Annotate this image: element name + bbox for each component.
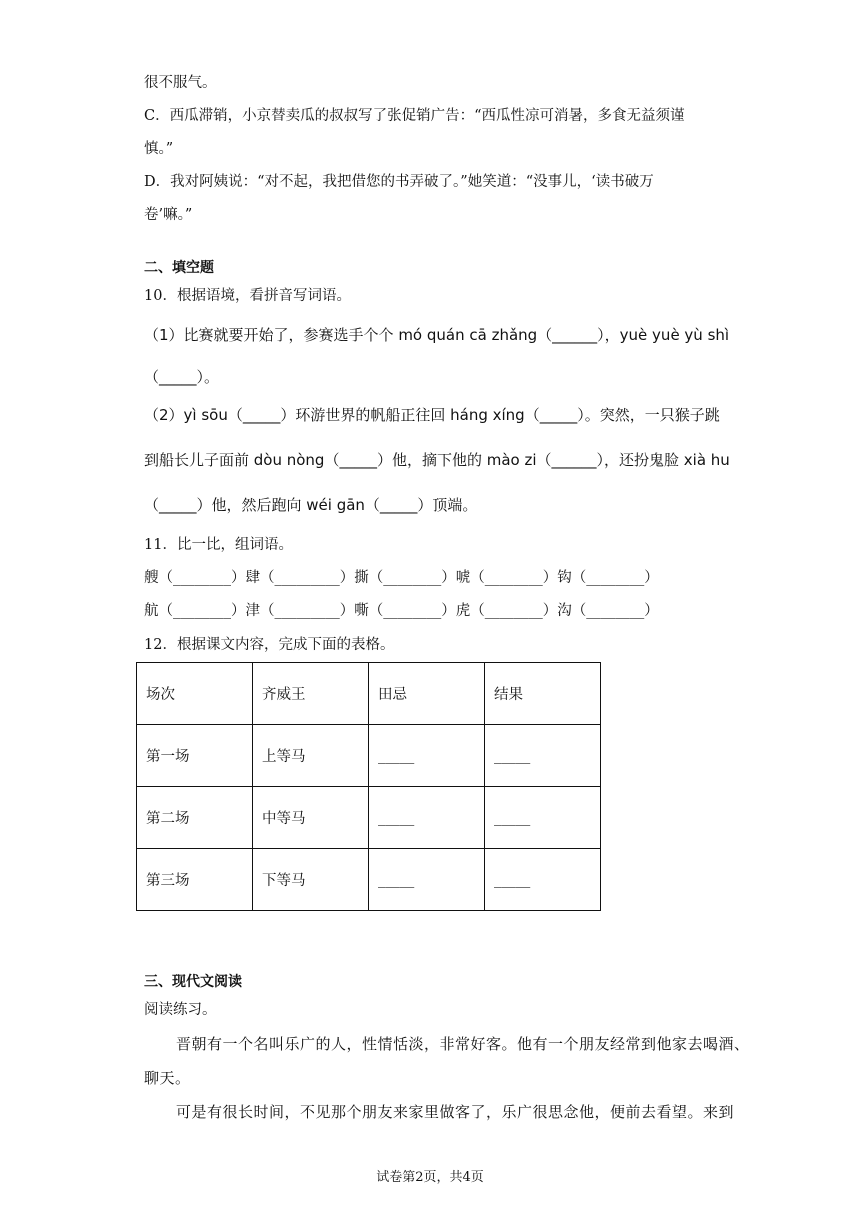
- answer-blank[interactable]: _____: [369, 725, 485, 787]
- q10-item2: （2）yì sōu（_____）环游世界的帆船正往回 háng xíng（_____）。突然，一只猴子跳: [144, 406, 720, 424]
- reading-intro: 阅读练习。: [144, 1002, 217, 1018]
- answer-blank[interactable]: _____: [485, 787, 601, 849]
- horse-race-table: [136, 662, 601, 911]
- section-heading-reading: 三、现代文阅读: [144, 974, 242, 990]
- q9-option-c-cont: 慎。”: [144, 141, 174, 157]
- q10-item1: （1）比赛就要开始了，参赛选手个个 mó quán cā zhǎng（______），yuè yuè yù shì: [144, 326, 730, 344]
- answer-blank[interactable]: _____: [485, 725, 601, 787]
- q9-option-c: C．西瓜滞销，小京替卖瓜的叔叔写了张促销广告：“西瓜性凉可消暑，多食无益须谨: [144, 108, 685, 124]
- q12-prompt: 12．根据课文内容，完成下面的表格。: [144, 637, 395, 653]
- table-cell: 第二场: [137, 787, 253, 849]
- table-cell: 结果: [485, 663, 601, 725]
- reading-paragraph-1: 晋朝有一个名叫乐广的人，性情恬淡，非常好客。他有一个朋友经常到他家去喝酒、: [176, 1035, 750, 1053]
- q10-prompt: 10．根据语境，看拼音写词语。: [144, 288, 351, 304]
- table-row: [137, 725, 601, 787]
- table-cell: 齐威王: [253, 663, 369, 725]
- table-cell: 田忌: [369, 663, 485, 725]
- reading-paragraph-2: 可是有很长时间，不见那个朋友来家里做客了，乐广很思念他，便前去看望。来到: [176, 1103, 735, 1121]
- table-row: [137, 787, 601, 849]
- reading-paragraph-1-cont: 聊天。: [144, 1069, 191, 1087]
- table-cell: 第一场: [137, 725, 253, 787]
- q10-item1-cont: （_____）。: [144, 368, 220, 386]
- table-cell: 场次: [137, 663, 253, 725]
- q11-prompt: 11．比一比，组词语。: [144, 537, 293, 553]
- q9-option-d: D．我对阿姨说：“对不起，我把借您的书弄破了。”她笑道：“没事儿，‘读书破万: [144, 174, 654, 190]
- q11-row1: 艘（________）肆（_________）撕（________）唬（________）钩（________）: [144, 570, 659, 586]
- page-footer: 试卷第2页，共4页: [376, 1170, 484, 1185]
- q11-row2: 航（________）津（_________）嘶（________）虎（________）沟（________）: [144, 603, 659, 619]
- answer-blank[interactable]: _____: [485, 849, 601, 911]
- table-cell: 上等马: [253, 725, 369, 787]
- table-cell: 中等马: [253, 787, 369, 849]
- q9-option-d-cont: 卷’嘛。”: [144, 207, 193, 223]
- table-cell: 第三场: [137, 849, 253, 911]
- q9-text-line: 很不服气。: [144, 75, 217, 91]
- section-heading-fill-blank: 二、填空题: [144, 260, 214, 276]
- q10-item2-end: （_____）他，然后跑向 wéi gān（_____）顶端。: [144, 496, 478, 514]
- answer-blank[interactable]: _____: [369, 787, 485, 849]
- table-row: [137, 849, 601, 911]
- q10-item2-cont: 到船长儿子面前 dòu nòng（_____）他，摘下他的 mào zi（______），还扮鬼脸 xià hu: [144, 451, 730, 469]
- answer-blank[interactable]: _____: [369, 849, 485, 911]
- table-header-row: [137, 663, 601, 725]
- table-cell: 下等马: [253, 849, 369, 911]
